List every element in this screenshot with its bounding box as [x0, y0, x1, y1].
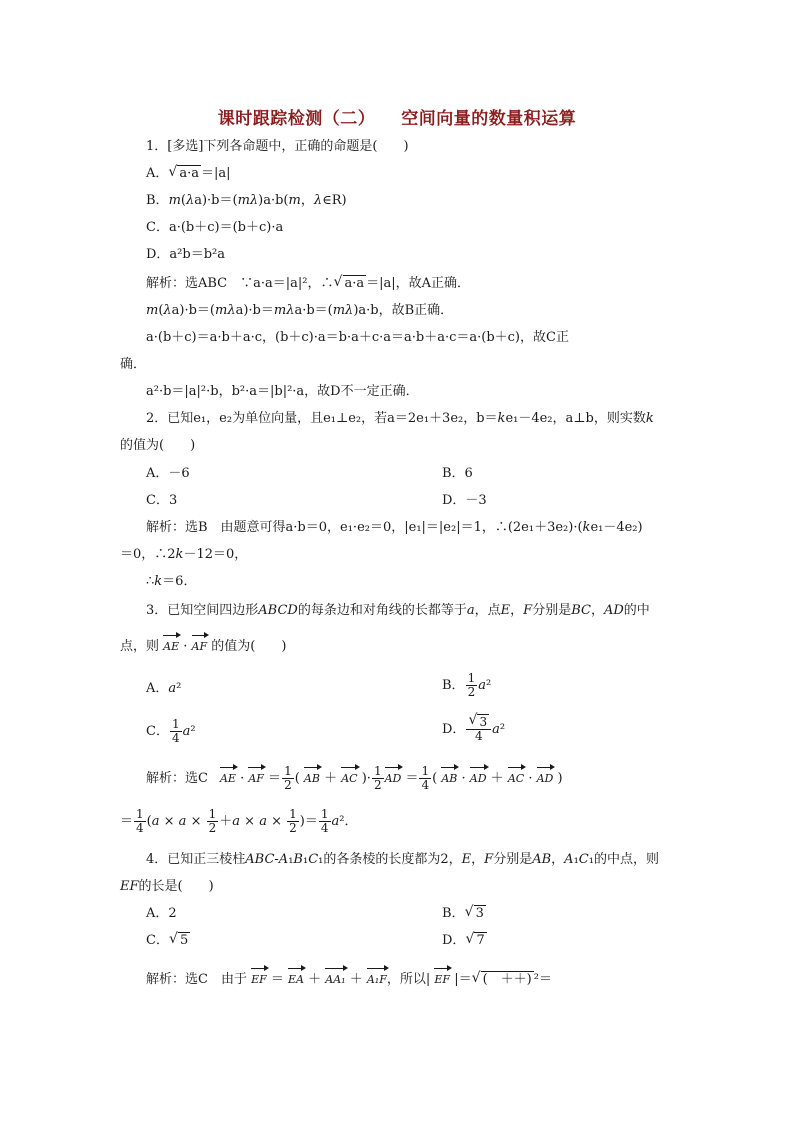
q1-option-b: B．m(λa)·b＝(mλ)a·b(m，λ∈R) [146, 193, 347, 208]
q3-option-b: B． $\frac{1}{2}$ a² [442, 671, 492, 699]
q1-option-c: C．a·(b＋c)＝(b＋c)·a [146, 220, 284, 235]
q4-option-b: B．√ 3 [442, 905, 486, 923]
q4-stem-line2: EF的长是( ) [120, 879, 214, 894]
q1-solution-line2: m(λa)·b＝(mλa)·b＝mλa·b＝(mλ)a·b，故B正确． [146, 303, 454, 318]
q2-solution-line2: ＝0，∴2k－12＝0， [120, 547, 248, 562]
q2-stem-line2: 的值为( ) [120, 438, 196, 453]
q4-solution-line1: 解析：选C 由于 EF ＝ EA ＋ AA₁ ＋ A₁F，所以| EF |＝√ ( ＋＋) ²＝ [146, 967, 552, 989]
q1-solution-line3-cont: 确． [120, 357, 147, 372]
q1-option-d: D．a²b＝b²a [146, 247, 225, 262]
q1-solution-line1: 解析：选ABC ∵a·a＝|a|²，∴√ a·a ＝|a|，故A正确． [146, 275, 470, 293]
q2-option-b: B．6 [442, 466, 473, 481]
page-title [0, 104, 794, 129]
q2-option-d: D．－3 [442, 493, 487, 508]
q2-solution-line1: 解析：选B 由题意可得a·b＝0，e₁·e₂＝0，|e₁|＝|e₂|＝1，∴(2e₁＋3e₂)·(ke₁－4e₂) [146, 520, 643, 535]
q3-stem-line2: 点，则 AE · AF 的值为( ) [120, 634, 286, 656]
q4-option-d: D．√ 7 [442, 932, 487, 950]
q3-option-c: C． $\frac{1}{4}$ a² [146, 717, 196, 745]
q1-solution-line3: a·(b＋c)＝a·b＋a·c，(b＋c)·a＝b·a＋c·a＝a·b＋a·c＝a·(b＋c)，故C正 [146, 330, 569, 345]
q4-option-a: A．2 [146, 906, 177, 921]
title-left: 课时跟踪检测（二） [217, 109, 376, 129]
q1-option-a: A．√ a·a ＝|a| [146, 165, 231, 183]
title-right: 空间向量的数量积运算 [401, 109, 577, 129]
q3-stem-line1: 3．已知空间四边形ABCD的每条边和对角线的长都等于a，点E，F分别是BC，AD的中 [146, 603, 650, 618]
q1-solution-line4: a²·b＝|a|²·b，b²·a＝|b|²·a，故D不一定正确． [146, 384, 419, 399]
q3-option-d: D． √ $\frac{3}{4}$ a² [442, 716, 505, 743]
q3-option-a: A．a² [146, 681, 182, 696]
q1-stem: 1．[多选]下列各命题中，正确的命题是( ) [146, 139, 409, 154]
q2-solution-line3: ∴k＝6． [146, 574, 197, 589]
q4-stem-line1: 4．已知正三棱柱ABC-A₁B₁C₁的各条棱的长度都为2，E，F分别是AB，A₁C₁的中点，则 [146, 852, 659, 867]
q3-solution-line1: 解析：选C AE · AF ＝ $\frac{1}{2}$ ( AB ＋ AC )· $\frac{1}{2}$ AD ＝ $\frac{1}{4}$ ( AB · AD ＋ AC · AD ) [146, 764, 563, 792]
q2-option-a: A．－6 [146, 466, 190, 481]
q3-solution-line2: ＝ $\frac{1}{4}$ (a × a × $\frac{1}{2}$ ＋a × a × $\frac{1}{2}$ )＝ $\frac{1}{4}$ a²． [120, 807, 358, 835]
q2-option-c: C．3 [146, 493, 178, 508]
q4-option-c: C．√ 5 [146, 932, 190, 950]
q2-stem-line1: 2．已知e₁，e₂为单位向量，且e₁⊥e₂，若a＝2e₁＋3e₂，b＝ke₁－4e₂，a⊥b，则实数k [146, 411, 654, 426]
